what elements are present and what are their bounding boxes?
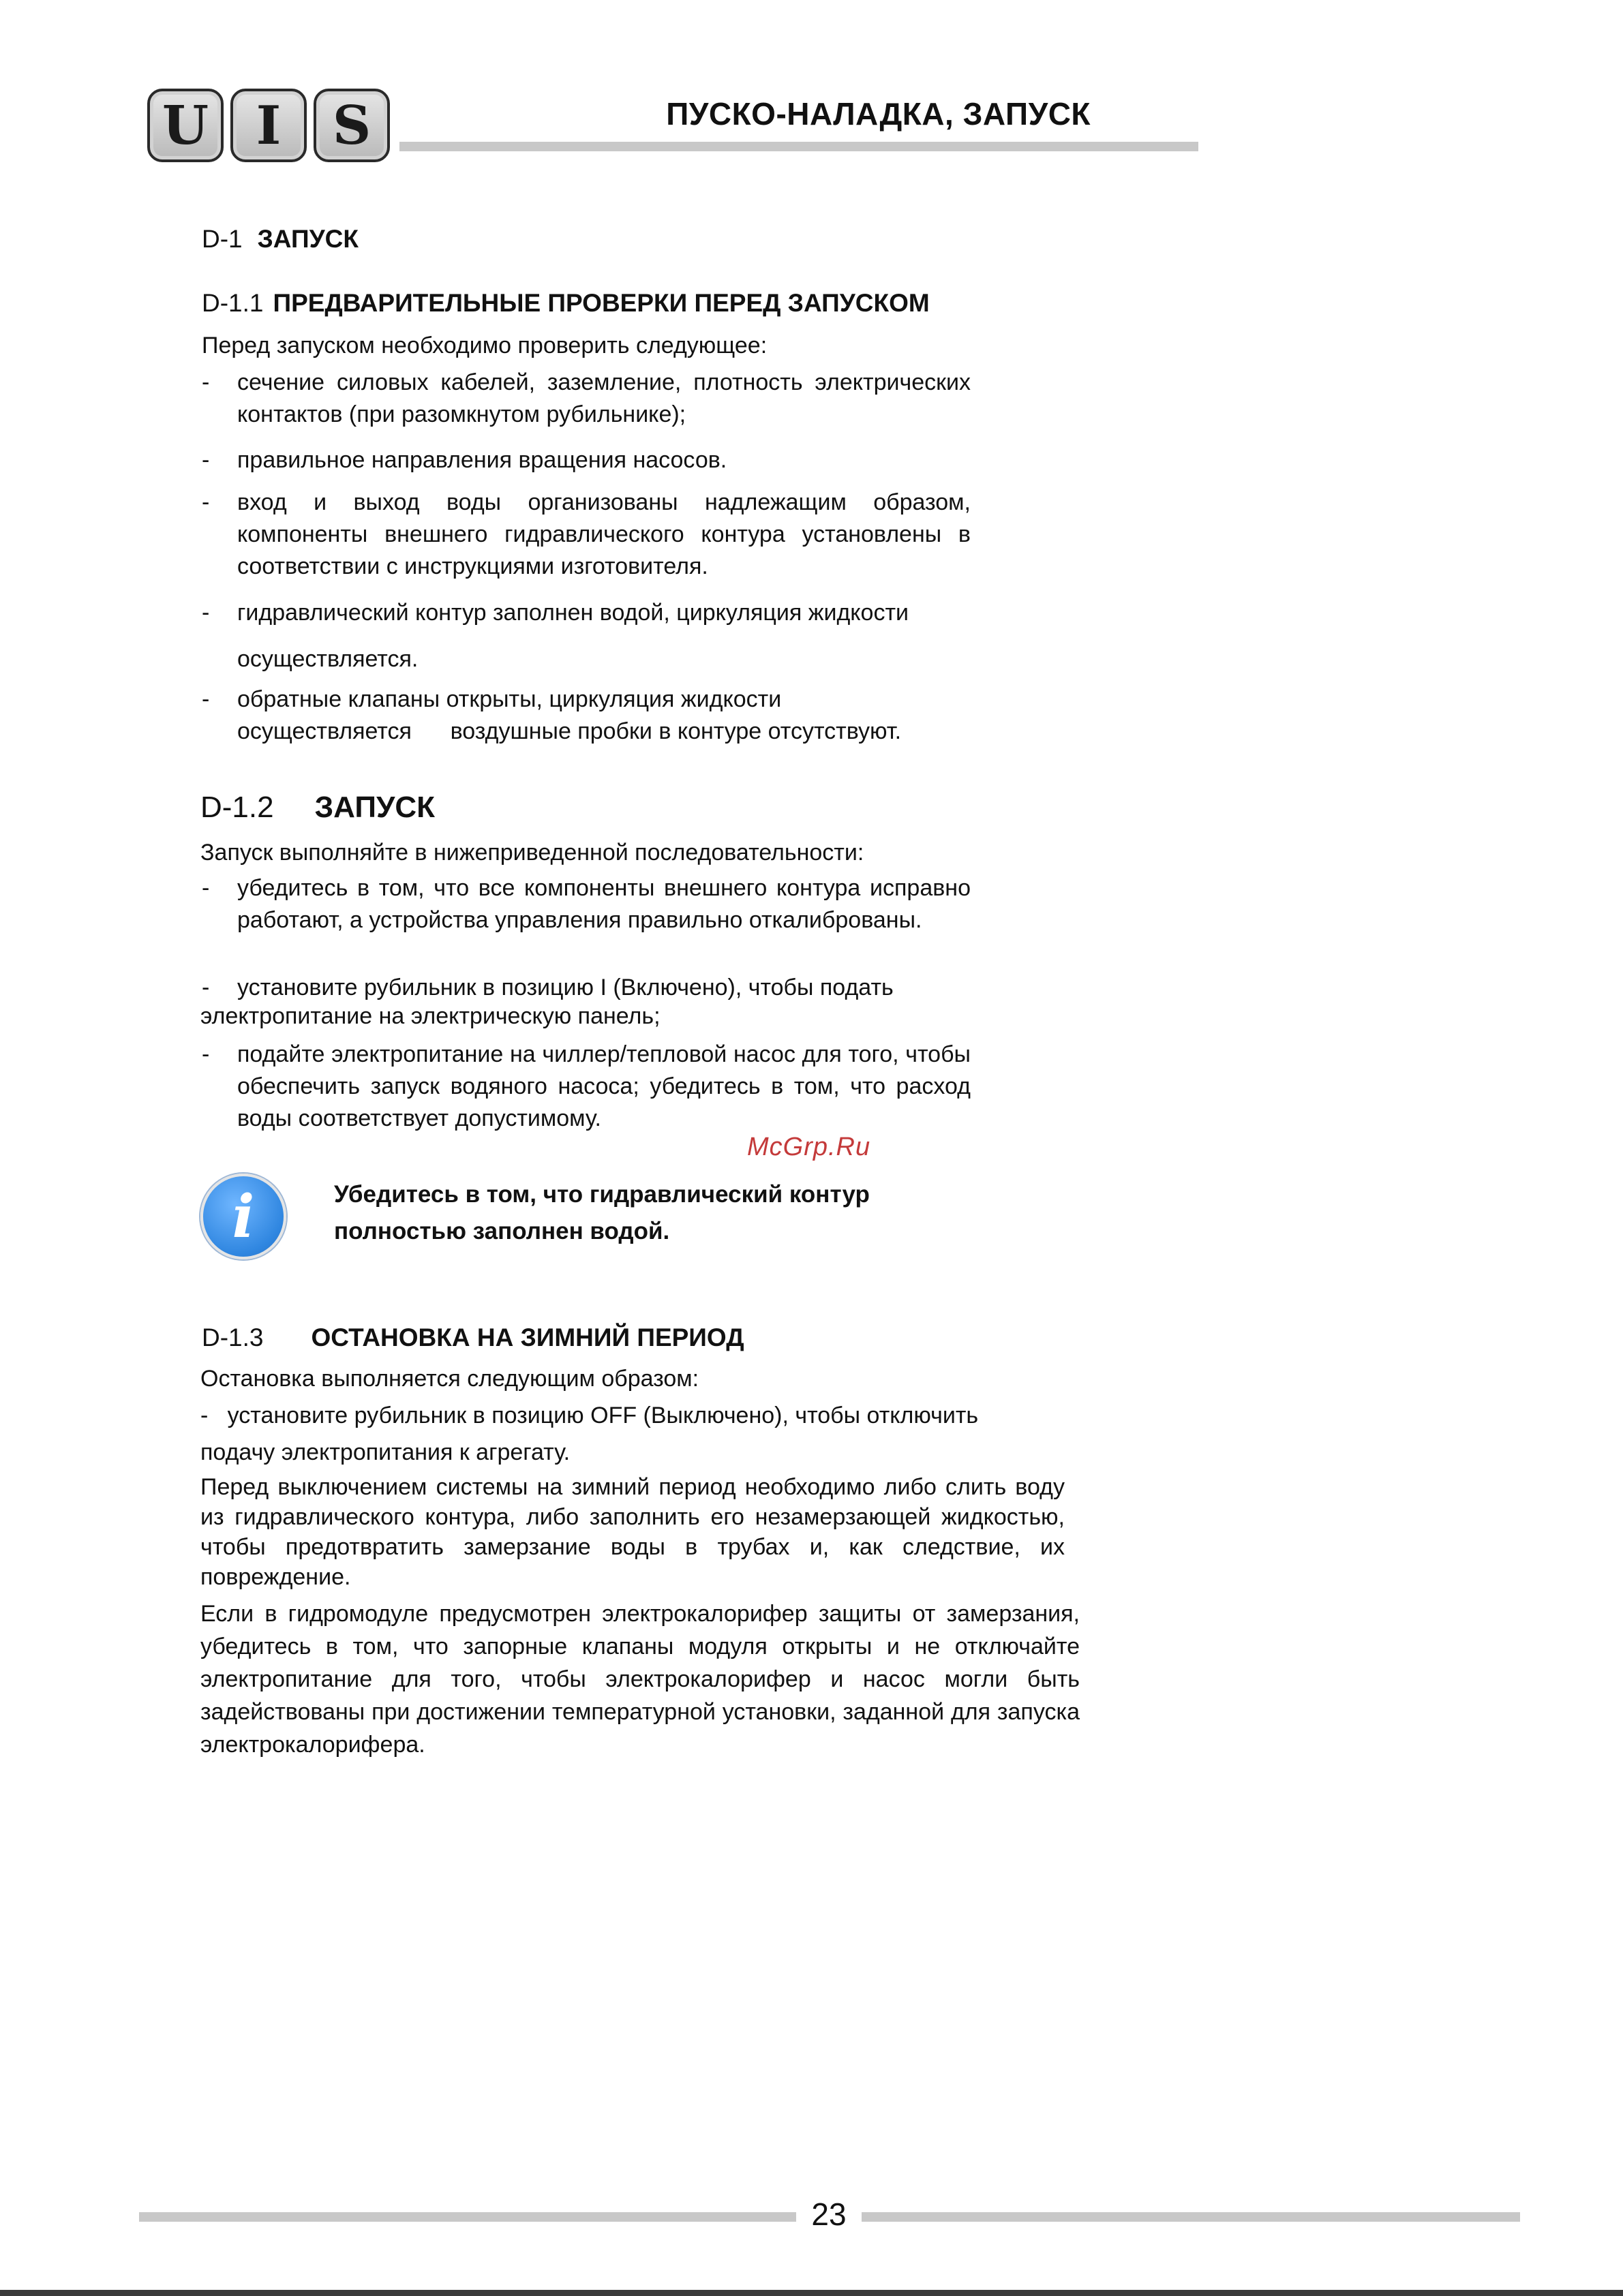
list-item: - правильное направления вращения насосов. xyxy=(202,447,727,473)
paragraph-intro-d12: Запуск выполняйте в нижеприведенной последовательности: xyxy=(200,840,864,866)
subsection-title: ПРЕДВАРИТЕЛЬНЫЕ ПРОВЕРКИ ПЕРЕД ЗАПУСКОМ xyxy=(273,289,930,317)
list-item: - установите рубильник в позицию OFF (Выключено), чтобы отключить xyxy=(200,1403,979,1428)
list-item-continuation: подачу электропитания к агрегату. xyxy=(200,1439,571,1465)
list-item: - установите рубильник в позицию I (Включено), чтобы подать xyxy=(202,975,894,1000)
paragraph: Если в гидромодуле предусмотрен электрокалорифер защиты от замерзания, убедитесь в том, что запорные клапаны модуля открыты и не отключайте электропитание для того, чтобы электрокалорифер и насос могли быть задействованы при достижении температурной установки, заданной для запуска электрокалорифера. xyxy=(200,1601,1080,1758)
list-item: - вход и выход воды организованы надлежащим образом, компоненты внешнего гидравлического контура установлены в соответствии с инструкциями изготовителя. xyxy=(202,489,971,579)
section-number: D-1 xyxy=(202,225,243,253)
subsection-heading-d13 xyxy=(202,1323,744,1352)
list-item-continuation: осуществляется. xyxy=(237,646,419,672)
list-item-continuation: осуществляется воздушные пробки в контуре отсутствуют. xyxy=(237,718,902,744)
list-item-continuation: электропитание на электрическую панель; xyxy=(200,1003,661,1029)
subsection-heading-d11 xyxy=(202,289,930,318)
subsection-title: ЗАПУСК xyxy=(314,791,435,824)
list-item: - подайте электропитание на чиллер/тепловой насос для того, чтобы обеспечить запуск водяного насоса; убедитесь в том, что расход воды соответствует допустимому. xyxy=(202,1041,971,1131)
watermark-text: McGrp.Ru xyxy=(747,1133,871,1161)
paragraph: Перед выключением системы на зимний период необходимо либо слить воду из гидравлического контура, либо заполнить его незамерзающей жидкостью, чтобы предотвратить замерзание воды в трубах и, как следствие, их повреждение. xyxy=(200,1474,1065,1590)
list-item: - убедитесь в том, что все компоненты внешнего контура исправно работают, а устройства управления правильно откалиброваны. xyxy=(202,875,971,933)
subsection-heading-d12 xyxy=(200,791,435,825)
list-item: - гидравлический контур заполнен водой, циркуляция жидкости xyxy=(202,600,909,626)
section-title: ЗАПУСК xyxy=(257,225,359,253)
footer-rule-left xyxy=(139,2212,796,2222)
subsection-title: ОСТАНОВКА НА ЗИМНИЙ ПЕРИОД xyxy=(311,1323,744,1351)
subsection-number: D-1.1 xyxy=(202,289,264,317)
list-item: - сечение силовых кабелей, заземление, плотность электрических контактов (при разомкнутом рубильнике); xyxy=(202,369,971,427)
paragraph-intro-d13: Остановка выполняется следующим образом: xyxy=(200,1366,699,1392)
uis-logo xyxy=(147,89,399,165)
bottom-edge-rule xyxy=(0,2290,1623,2296)
info-note: Убедитесь в том, что гидравлический контур полностью заполнен водой. xyxy=(334,1181,870,1244)
paragraph-intro-d11: Перед запуском необходимо проверить следующее: xyxy=(202,333,768,358)
page-number: 23 xyxy=(811,2196,847,2232)
logo-key-s: S xyxy=(314,89,390,162)
footer-rule-right xyxy=(862,2212,1520,2222)
page-header-title: ПУСКО-НАЛАДКА, ЗАПУСК xyxy=(666,96,1091,132)
logo-key-u: U xyxy=(147,89,224,162)
header-rule xyxy=(399,142,1198,151)
section-heading xyxy=(202,225,359,254)
logo-key-i: I xyxy=(230,89,307,162)
subsection-number: D-1.2 xyxy=(200,791,274,824)
info-icon: i xyxy=(200,1174,286,1259)
list-item: - обратные клапаны открыты, циркуляция жидкости xyxy=(202,686,782,712)
subsection-number: D-1.3 xyxy=(202,1323,264,1351)
